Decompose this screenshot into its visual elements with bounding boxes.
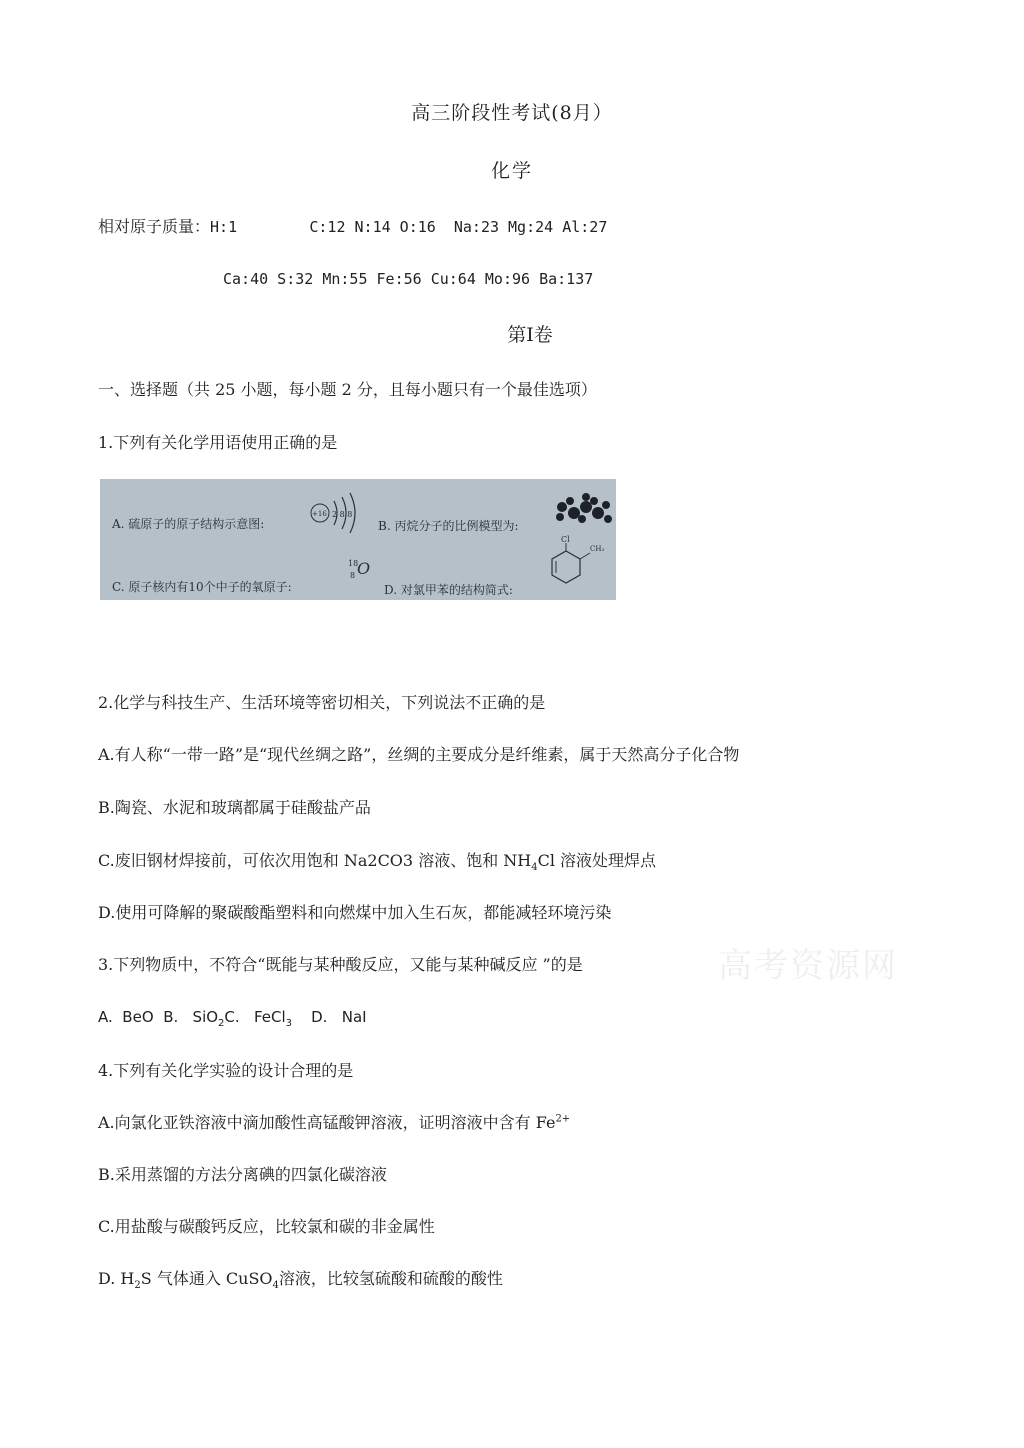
q3-stem: 3.下列物质中，不符合“既能与某种酸反应，又能与某种碱反应 ”的是 — [98, 955, 583, 974]
q3-options — [98, 1008, 367, 1029]
q4-option-d-mid: S 气体通入 CuSO — [140, 1269, 273, 1288]
methyl-label: CH₃ — [590, 545, 605, 553]
q4-option-d-tail: 溶液，比较氢硫酸和硫酸的酸性 — [278, 1269, 503, 1288]
watermark: 高考资源网 — [718, 946, 898, 986]
q2-option-c-subscript: 4 — [531, 862, 538, 874]
q4-option-b: B.采用蒸馏的方法分离碘的四氯化碳溶液 — [98, 1165, 387, 1184]
oxygen-symbol: O — [357, 559, 371, 578]
oxygen-mass-number: 18 — [348, 559, 359, 568]
q4-option-d-text: D. H — [98, 1269, 135, 1288]
q4-option-a — [98, 1110, 570, 1133]
q4-option-d — [98, 1266, 503, 1291]
q2-option-c-text: C.废旧钢材焊接前，可依次用饱和 Na2CO3 溶液、饱和 NH — [98, 851, 532, 870]
exam-title: 高三阶段性考试(8月） — [411, 102, 613, 124]
q2-option-b: B.陶瓷、水泥和玻璃都属于硅酸盐产品 — [98, 798, 371, 817]
atomic-mass-values-1: H:1 C:12 N:14 O:16 Na:23 Mg:24 Al:27 — [210, 218, 608, 236]
atomic-mass-values-2: Ca:40 S:32 Mn:55 Fe:56 Cu:64 Mo:96 Ba:137 — [223, 270, 594, 288]
nucleus-charge: +16 — [312, 510, 327, 518]
q3-option-a: A. BeO — [98, 1008, 154, 1026]
oxygen-atomic-number: 8 — [350, 571, 356, 580]
q3-option-b-subscript: 2 — [218, 1018, 225, 1029]
q4-option-d-sub-2: 4 — [272, 1280, 279, 1292]
q2-option-d: D.使用可降解的聚碳酸酯塑料和向燃煤中加入生石灰，都能减轻环境污染 — [98, 903, 612, 922]
q1-stem: 1.下列有关化学用语使用正确的是 — [98, 433, 338, 452]
subject-title: 化学 — [490, 160, 533, 182]
q4-stem: 4.下列有关化学实验的设计合理的是 — [98, 1061, 354, 1080]
q3-option-d: D. NaI — [311, 1008, 367, 1026]
volume-heading: 第Ⅰ卷 — [507, 324, 553, 346]
q4-option-c: C.用盐酸与碳酸钙反应，比较氯和碳的非金属性 — [98, 1217, 435, 1236]
section-heading: 一、选择题（共 25 小题，每小题 2 分，且每小题只有一个最佳选项） — [98, 380, 597, 399]
electron-shells: 2 8 8 — [332, 510, 353, 519]
q4-option-a-text: A.向氯化亚铁溶液中滴加酸性高锰酸钾溶液，证明溶液中含有 Fe — [98, 1113, 556, 1132]
atomic-mass-line-1 — [98, 214, 607, 237]
chlorotoluene-structure — [540, 535, 610, 597]
sulfur-atom-diagram — [308, 491, 366, 535]
atomic-mass-label: 相对原子质量： — [98, 217, 211, 236]
chlorine-label: Cl — [561, 535, 570, 544]
q1-option-d: D. 对氯甲苯的结构简式: — [384, 583, 513, 597]
q1-option-c: C. 原子核内有10个中子的氧原子: — [112, 580, 292, 594]
q3-option-c: C. FeCl — [224, 1008, 286, 1026]
q2-option-c-tail: Cl 溶液处理焊点 — [537, 851, 657, 870]
q4-option-d-sub-1: 2 — [134, 1280, 141, 1292]
q3-option-c-subscript: 3 — [285, 1018, 293, 1029]
q2-option-c — [98, 848, 656, 873]
q1-options-figure — [100, 479, 616, 600]
propane-model-icon — [552, 493, 612, 527]
q1-option-a: A. 硫原子的原子结构示意图: — [112, 517, 265, 531]
q2-stem: 2.化学与科技生产、生活环境等密切相关，下列说法不正确的是 — [98, 693, 546, 712]
q1-option-b: B. 丙烷分子的比例模型为: — [378, 519, 519, 533]
q2-option-a: A.有人称“一带一路”是“现代丝绸之路”，丝绸的主要成分是纤维素，属于天然高分子化合物 — [98, 745, 740, 764]
q3-option-b: B. SiO — [163, 1008, 219, 1026]
q4-option-a-superscript: 2+ — [555, 1113, 571, 1125]
